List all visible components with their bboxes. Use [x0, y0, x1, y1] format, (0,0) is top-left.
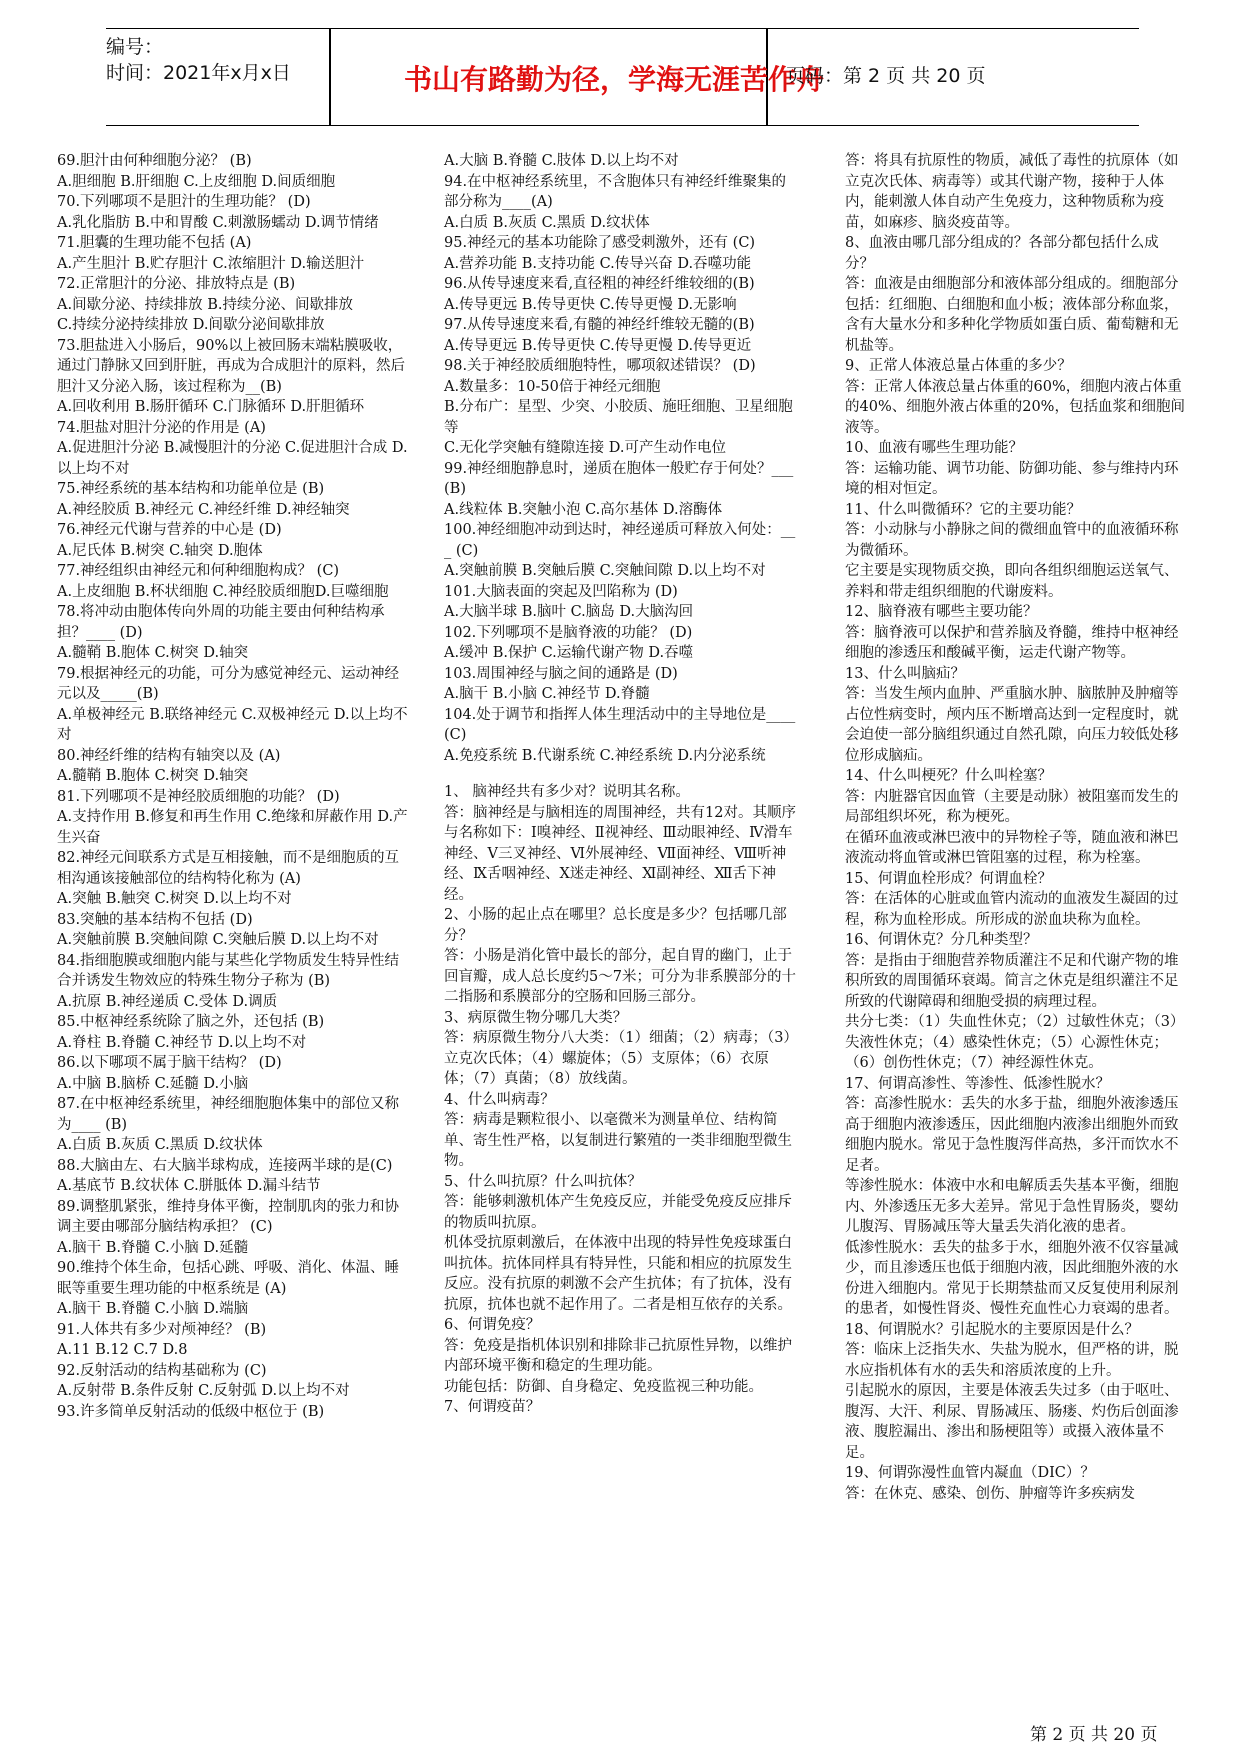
text-line: 93.许多简单反射活动的低级中枢位于 (B): [57, 1403, 325, 1420]
text-line: 69.胆汁由何种细胞分泌？ (B): [57, 153, 252, 169]
text-line: 答：在休克、感染、创伤、肿瘤等许多疾病发: [845, 1485, 1135, 1502]
text-line: 1、 脑神经共有多少对？说明其名称。: [444, 784, 690, 800]
text-line: 97.从传导速度来看,有髓的神经纤维较无髓的(B): [444, 317, 755, 333]
text-line: 8、血液由哪几部分组成的？各部分都包括什么成分？: [845, 235, 1159, 272]
header-divider: [329, 29, 331, 125]
text-line: 91.人体共有多少对颅神经？ (B): [57, 1321, 267, 1338]
text-line: 答：在活体的心脏或血管内流动的血液发生凝固的过程，称为血栓形成。所形成的淤血块称为血栓。: [845, 891, 1179, 928]
text-line: 102.下列哪项不是脑脊液的功能？ (D): [444, 624, 693, 641]
text-line: 答：正常人体液总量占体重的60%，细胞内液占体重的40%、细胞外液占体重的20%，包括血浆和细胞间液等。: [845, 378, 1185, 436]
text-line: 答：高渗性脱水：丢失的水多于盐，细胞外液渗透压高于细胞内液渗透压，因此细胞内液渗出细胞外而致细胞内脱水。常见于急性腹泻伴高热，多汗而饮水不足者。: [845, 1096, 1179, 1174]
text-line: 81.下列哪项不是神经胶质细胞的功能？ (D): [57, 788, 340, 805]
text-line: A.脑干 B.小脑 C.神经节 D.脊髓: [444, 686, 650, 702]
text-line: 答：脑神经是与脑相连的周围神经，共有12对。其顺序与名称如下：Ⅰ嗅神经、Ⅱ视神经、Ⅲ动眼神经、Ⅳ滑车神经、Ⅴ三叉神经、Ⅵ外展神经、Ⅶ面神经、Ⅷ听神经、Ⅸ舌咽神经、Ⅹ迷走神经、Ⅺ副神经、Ⅻ舌下神经。: [444, 804, 796, 903]
text-line: 96.从传导速度来看,直径粗的神经纤维较细的(B): [444, 276, 755, 292]
text-column-2: [444, 151, 797, 1418]
text-line: 5、什么叫抗原？什么叫抗体？: [444, 1173, 642, 1190]
text-line: 73.胆盐进入小肠后，90%以上被回肠末端粘膜吸收，通过门静脉又回到肝脏，再成为合成胆汁的原料，然后胆汁又分泌入肠，该过程称为__(B): [57, 337, 405, 395]
text-line: A.乳化脂肪 B.中和胃酸 C.刺激肠蠕动 D.调节情绪: [57, 214, 379, 231]
text-line: A.11 B.12 C.7 D.8: [57, 1342, 188, 1358]
text-line: A.传导更远 B.传导更快 C.传导更慢 D.传导更近: [444, 337, 752, 354]
text-line: A.单极神经元 B.联络神经元 C.双极神经元 D.以上均不对: [57, 706, 408, 743]
text-line: 答：能够刺激机体产生免疫反应，并能受免疫反应排斥的物质叫抗原。: [444, 1194, 792, 1231]
text-line: 12、脑脊液有哪些主要功能？: [845, 604, 1038, 620]
text-line: 70.下列哪项不是胆汁的生理功能？ (D): [57, 194, 311, 210]
text-line: 答：免疫是指机体识别和排除非己抗原性异物，以维护内部环境平衡和稳定的生理功能。: [444, 1337, 792, 1374]
text-line: 101.大脑表面的突起及凹陷称为 (D): [444, 583, 678, 600]
text-line: A.抗原 B.神经递质 C.受体 D.调质: [57, 993, 278, 1010]
text-line: 答：运输功能、调节功能、防御功能、参与维持内环境的相对恒定。: [845, 460, 1179, 497]
text-line: A.突触 B.触突 C.树突 D.以上均不对: [57, 891, 292, 907]
text-line: 86.以下哪项不属于脑干结构？ (D): [57, 1055, 282, 1071]
text-line: 74.胆盐对胆汁分泌的作用是 (A): [57, 419, 266, 436]
text-line: 99.神经细胞静息时，递质在胞体一般贮存于何处？___ (B): [444, 460, 794, 497]
text-line: A.线粒体 B.突触小泡 C.高尔基体 D.溶酶体: [444, 501, 723, 518]
time-label: 时间：2021年x月x日: [106, 62, 291, 84]
text-line: 答：血液是由细胞部分和液体部分组成的。细胞部分包括：红细胞、白细胞和血小板；液体部分称血浆，含有大量水分和多种化学物质如蛋白质、葡萄糖和无机盐等。: [845, 276, 1179, 354]
serial-number-label: 编号：: [106, 36, 164, 58]
text-line: 引起脱水的原因，主要是体液丢失过多（由于呕吐、腹泻、大汗、利尿、胃肠减压、肠瘘、灼伤后创面渗液、腹腔漏出、渗出和肠梗阻等）或摄入液体量不足。: [845, 1383, 1179, 1461]
text-line: A.传导更远 B.传导更快 C.传导更慢 D.无影响: [444, 296, 737, 313]
text-line: 15、何谓血栓形成？何谓血栓？: [845, 870, 1052, 887]
text-line: 94.在中枢神经系统里，不含胞体只有神经纤维聚集的部分称为____(A): [444, 173, 787, 210]
text-line: 13、什么叫脑疝？: [845, 665, 965, 682]
text-line: C.持续分泌持续排放 D.间歇分泌间歇排放: [57, 317, 325, 333]
text-line: B.分布广：星型、少突、小胶质、施旺细胞、卫星细胞等: [444, 399, 793, 436]
text-line: 88.大脑由左、右大脑半球构成，连接两半球的是(C): [57, 1157, 393, 1174]
text-line: 89.调整肌紧张，维持身体平衡，控制肌肉的张力和协调主要由哪部分脑结构承担？ (C): [57, 1198, 400, 1235]
text-line: 9、正常人体液总量占体重的多少？: [845, 358, 1072, 374]
page-footer: 第 2 页 共 20 页: [1030, 1725, 1158, 1745]
motto-title: 书山有路勤为径，学海无涯苦作舟: [403, 63, 824, 96]
text-line: A.胆细胞 B.肝细胞 C.上皮细胞 D.间质细胞: [57, 173, 336, 190]
text-line: A.缓冲 B.保护 C.运输代谢产物 D.吞噬: [444, 645, 694, 661]
text-line: 答：小肠是消化管中最长的部分，起自胃的幽门，止于回盲瓣，成人总长度约5～7米；可分为非系膜部分的十二指肠和系膜部分的空肠和回肠三部分。: [444, 948, 796, 1005]
text-line: A.营养功能 B.支持功能 C.传导兴奋 D.吞噬功能: [444, 255, 752, 272]
text-line: 17、何谓高渗性、等渗性、低渗性脱水？: [845, 1075, 1110, 1092]
text-line: 14、什么叫梗死？什么叫栓塞？: [845, 768, 1052, 784]
text-line: 19、何谓弥漫性血管内凝血（DIC）？: [845, 1465, 1095, 1481]
text-line: A.突触前膜 B.突触间隙 C.突触后膜 D.以上均不对: [57, 932, 379, 948]
text-line: 答：内脏器官因血管（主要是动脉）被阻塞而发生的局部组织坏死，称为梗死。: [845, 788, 1179, 825]
text-line: 答：小动脉与小静脉之间的微细血管中的血液循环称为微循环。: [845, 522, 1179, 559]
text-line: 78.将冲动由胞体传向外周的功能主要由何种结构承担？____ (D): [57, 604, 385, 641]
text-line: 答：病原微生物分八大类：（1）细菌；（2）病毒；（3）立克次氏体；（4）螺旋体；（5）支原体；（6）衣原体；（7）真菌；（8）放线菌。: [444, 1030, 791, 1087]
text-line: 85.中枢神经系统除了脑之外，还包括 (B): [57, 1014, 325, 1030]
text-line: 98.关于神经胶质细胞特性，哪项叙述错误？ (D): [444, 358, 756, 374]
text-line: 71.胆囊的生理功能不包括 (A): [57, 235, 252, 251]
text-line: 答：是指由于细胞营养物质灌注不足和代谢产物的堆积所致的周围循环衰竭。简言之休克是组织灌注不足所致的代谢障碍和细胞受损的病理过程。: [845, 952, 1179, 1010]
text-line: 103.周围神经与脑之间的通路是 (D): [444, 665, 678, 682]
text-line: 16、何谓休克？分几种类型？: [845, 932, 1038, 948]
text-line: 答：临床上泛指失水、失盐为脱水，但严格的讲，脱水应指机体有水的丢失和溶质浓度的上升。: [845, 1342, 1179, 1379]
text-line: 答：将具有抗原性的物质，减低了毒性的抗原体（如立克次氏体、病毒等）或其代谢产物，接种于人体内，能刺激人体自动产生免疫力，这种物质称为疫苗，如麻疹、脑炎疫苗等。: [845, 153, 1179, 231]
text-line: 答：当发生颅内血肿、严重脑水肿、脑脓肿及肿瘤等占位性病变时，颅内压不断增高达到一定程度时，就会迫使一部分脑组织通过自然孔隙，向压力较低处移位形成脑疝。: [845, 686, 1179, 764]
text-line: A.上皮细胞 B.杯状细胞 C.神经胶质细胞D.巨噬细胞: [57, 583, 389, 600]
text-line: A.基底节 B.纹状体 C.胼胝体 D.漏斗结节: [57, 1178, 321, 1194]
text-line: 90.维持个体生命，包括心跳、呼吸、消化、体温、睡眠等重要生理功能的中枢系统是 (A): [57, 1260, 400, 1297]
text-column-1: [57, 151, 412, 1422]
text-line: A.脑干 B.脊髓 C.小脑 D.延髓: [57, 1239, 249, 1256]
text-line: 76.神经元代谢与营养的中心是 (D): [57, 522, 282, 538]
text-line: 它主要是实现物质交换，即向各组织细胞运送氧气、养料和带走组织细胞的代谢废料。: [845, 563, 1179, 600]
text-line: 82.神经元间联系方式是互相接触，而不是细胞质的互相沟通该接触部位的结构特化称为 (A): [57, 850, 400, 887]
text-line: A.促进胆汁分泌 B.减慢胆汁的分泌 C.促进胆汁合成 D.以上均不对: [57, 440, 408, 477]
text-line: 答：脑脊液可以保护和营养脑及脊髓，维持中枢神经细胞的渗透压和酸碱平衡，运走代谢产物等。: [845, 624, 1179, 661]
text-line: 77.神经组织由神经元和何种细胞构成？ (C): [57, 563, 340, 579]
text-line: A.髓鞘 B.胞体 C.树突 D.轴突: [57, 645, 249, 661]
text-line: A.数量多：10-50倍于神经元细胞: [444, 378, 661, 395]
text-line: A.突触前膜 B.突触后膜 C.突触间隙 D.以上均不对: [444, 563, 766, 579]
text-line: 机体受抗原刺激后，在体液中出现的特异性免疫球蛋白叫抗体。抗体同样具有特异性，只能和相应的抗原发生反应。没有抗原的刺激不会产生抗体；有了抗体，没有抗原，抗体也就不起作用了。二者是相互依存的关系。: [444, 1235, 792, 1313]
text-line: 104.处于调节和指挥人体生理活动中的主导地位是____ (C): [444, 706, 796, 743]
text-column-3: [845, 151, 1185, 1504]
text-line: C.无化学突触有缝隙连接 D.可产生动作电位: [444, 440, 727, 456]
text-line: 18、何谓脱水？引起脱水的主要原因是什么？: [845, 1321, 1139, 1338]
text-line: 92.反射活动的结构基础称为 (C): [57, 1362, 267, 1379]
text-line: 10、血液有哪些生理功能？: [845, 440, 1023, 456]
text-line: 83.突触的基本结构不包括 (D): [57, 911, 253, 928]
text-line: A.白质 B.灰质 C.黑质 D.纹状体: [444, 214, 650, 231]
text-line: [444, 766, 797, 782]
text-line: A.髓鞘 B.胞体 C.树突 D.轴突: [57, 768, 249, 784]
text-line: A.脊柱 B.脊髓 C.神经节 D.以上均不对: [57, 1034, 307, 1051]
text-line: A.回收利用 B.肠肝循环 C.门脉循环 D.肝胆循环: [57, 399, 365, 415]
text-line: 功能包括：防御、自身稳定、免疫监视三种功能。: [444, 1378, 763, 1395]
text-line: 3、病原微生物分哪几大类？: [444, 1009, 628, 1026]
text-line: A.白质 B.灰质 C.黑质 D.纹状体: [57, 1137, 263, 1153]
text-line: A.大脑 B.脊髓 C.肢体 D.以上均不对: [444, 153, 679, 169]
text-line: 75.神经系统的基本结构和功能单位是 (B): [57, 481, 325, 497]
text-line: A.产生胆汁 B.贮存胆汁 C.浓缩胆汁 D.输送胆汁: [57, 255, 365, 272]
text-line: 79.根据神经元的功能，可分为感觉神经元、运动神经元以及_____(B): [57, 665, 400, 702]
text-line: A.尼氏体 B.树突 C.轴突 D.胞体: [57, 542, 263, 559]
text-line: 84.指细胞膜或细胞内能与某些化学物质发生特异性结合并诱发生物效应的特殊生物分子称为 (B): [57, 952, 400, 989]
text-line: 80.神经纤维的结构有轴突以及 (A): [57, 747, 281, 764]
text-line: 100.神经细胞冲动到达时，神经递质可释放入何处：___ (C): [444, 522, 796, 559]
text-line: 7、何谓疫苗？: [444, 1399, 541, 1415]
text-line: 87.在中枢神经系统里，神经细胞胞体集中的部位又称为____ (B): [57, 1096, 400, 1133]
text-line: 4、什么叫病毒？: [444, 1091, 555, 1108]
text-line: 72.正常胆汁的分泌、排放特点是 (B): [57, 276, 296, 292]
text-line: 在循环血液或淋巴液中的异物栓子等，随血液和淋巴液流动将血管或淋巴管阻塞的过程，称为栓塞。: [845, 829, 1179, 866]
text-line: 95.神经元的基本功能除了感受刺激外，还有 (C): [444, 235, 756, 251]
text-line: 6、何谓免疫？: [444, 1317, 541, 1333]
text-line: 11、什么叫微循环？它的主要功能？: [845, 501, 1081, 518]
text-line: A.反射带 B.条件反射 C.反射弧 D.以上均不对: [57, 1383, 350, 1399]
page-number-label: 页码：第 2 页 共 20 页: [786, 65, 986, 87]
text-line: 2、小肠的起止点在哪里？总长度是多少？包括哪几部分？: [444, 907, 787, 944]
text-line: A.免疫系统 B.代谢系统 C.神经系统 D.内分泌系统: [444, 747, 766, 764]
text-line: A.支持作用 B.修复和再生作用 C.绝缘和屏蔽作用 D.产生兴奋: [57, 809, 408, 846]
text-line: A.脑干 B.脊髓 C.小脑 D.端脑: [57, 1301, 249, 1317]
text-line: A.中脑 B.脑桥 C.延髓 D.小脑: [57, 1075, 249, 1092]
text-line: 共分七类：（1）失血性休克；（2）过敏性休克；（3）失液性休克；（4）感染性休克；（5）心源性休克；（6）创伤性休克；（7）神经源性休克。: [845, 1014, 1185, 1071]
text-line: A.大脑半球 B.脑叶 C.脑岛 D.大脑沟回: [444, 604, 694, 620]
text-line: 答：病毒是颗粒很小、以毫微米为测量单位、结构简单、寄生性严格，以复制进行繁殖的一类非细胞型微生物。: [444, 1112, 792, 1169]
text-line: 低渗性脱水：丢失的盐多于水，细胞外液不仅容量减少，而且渗透压也低于细胞内液，因此细胞外液的水份进入细胞内。常见于长期禁盐而又反复使用利尿剂的患者，如慢性肾炎、慢性充血性心力衰竭的患者。: [845, 1239, 1179, 1317]
text-line: A.间歇分泌、持续排放 B.持续分泌、间歇排放: [57, 296, 353, 313]
text-line: 等渗性脱水：体液中水和电解质丢失基本平衡，细胞内、外渗透压无多大差异。常见于急性胃肠炎，婴幼儿腹泻、胃肠减压等大量丢失消化液的患者。: [845, 1178, 1179, 1235]
text-line: A.神经胶质 B.神经元 C.神经纤维 D.神经轴突: [57, 501, 350, 518]
